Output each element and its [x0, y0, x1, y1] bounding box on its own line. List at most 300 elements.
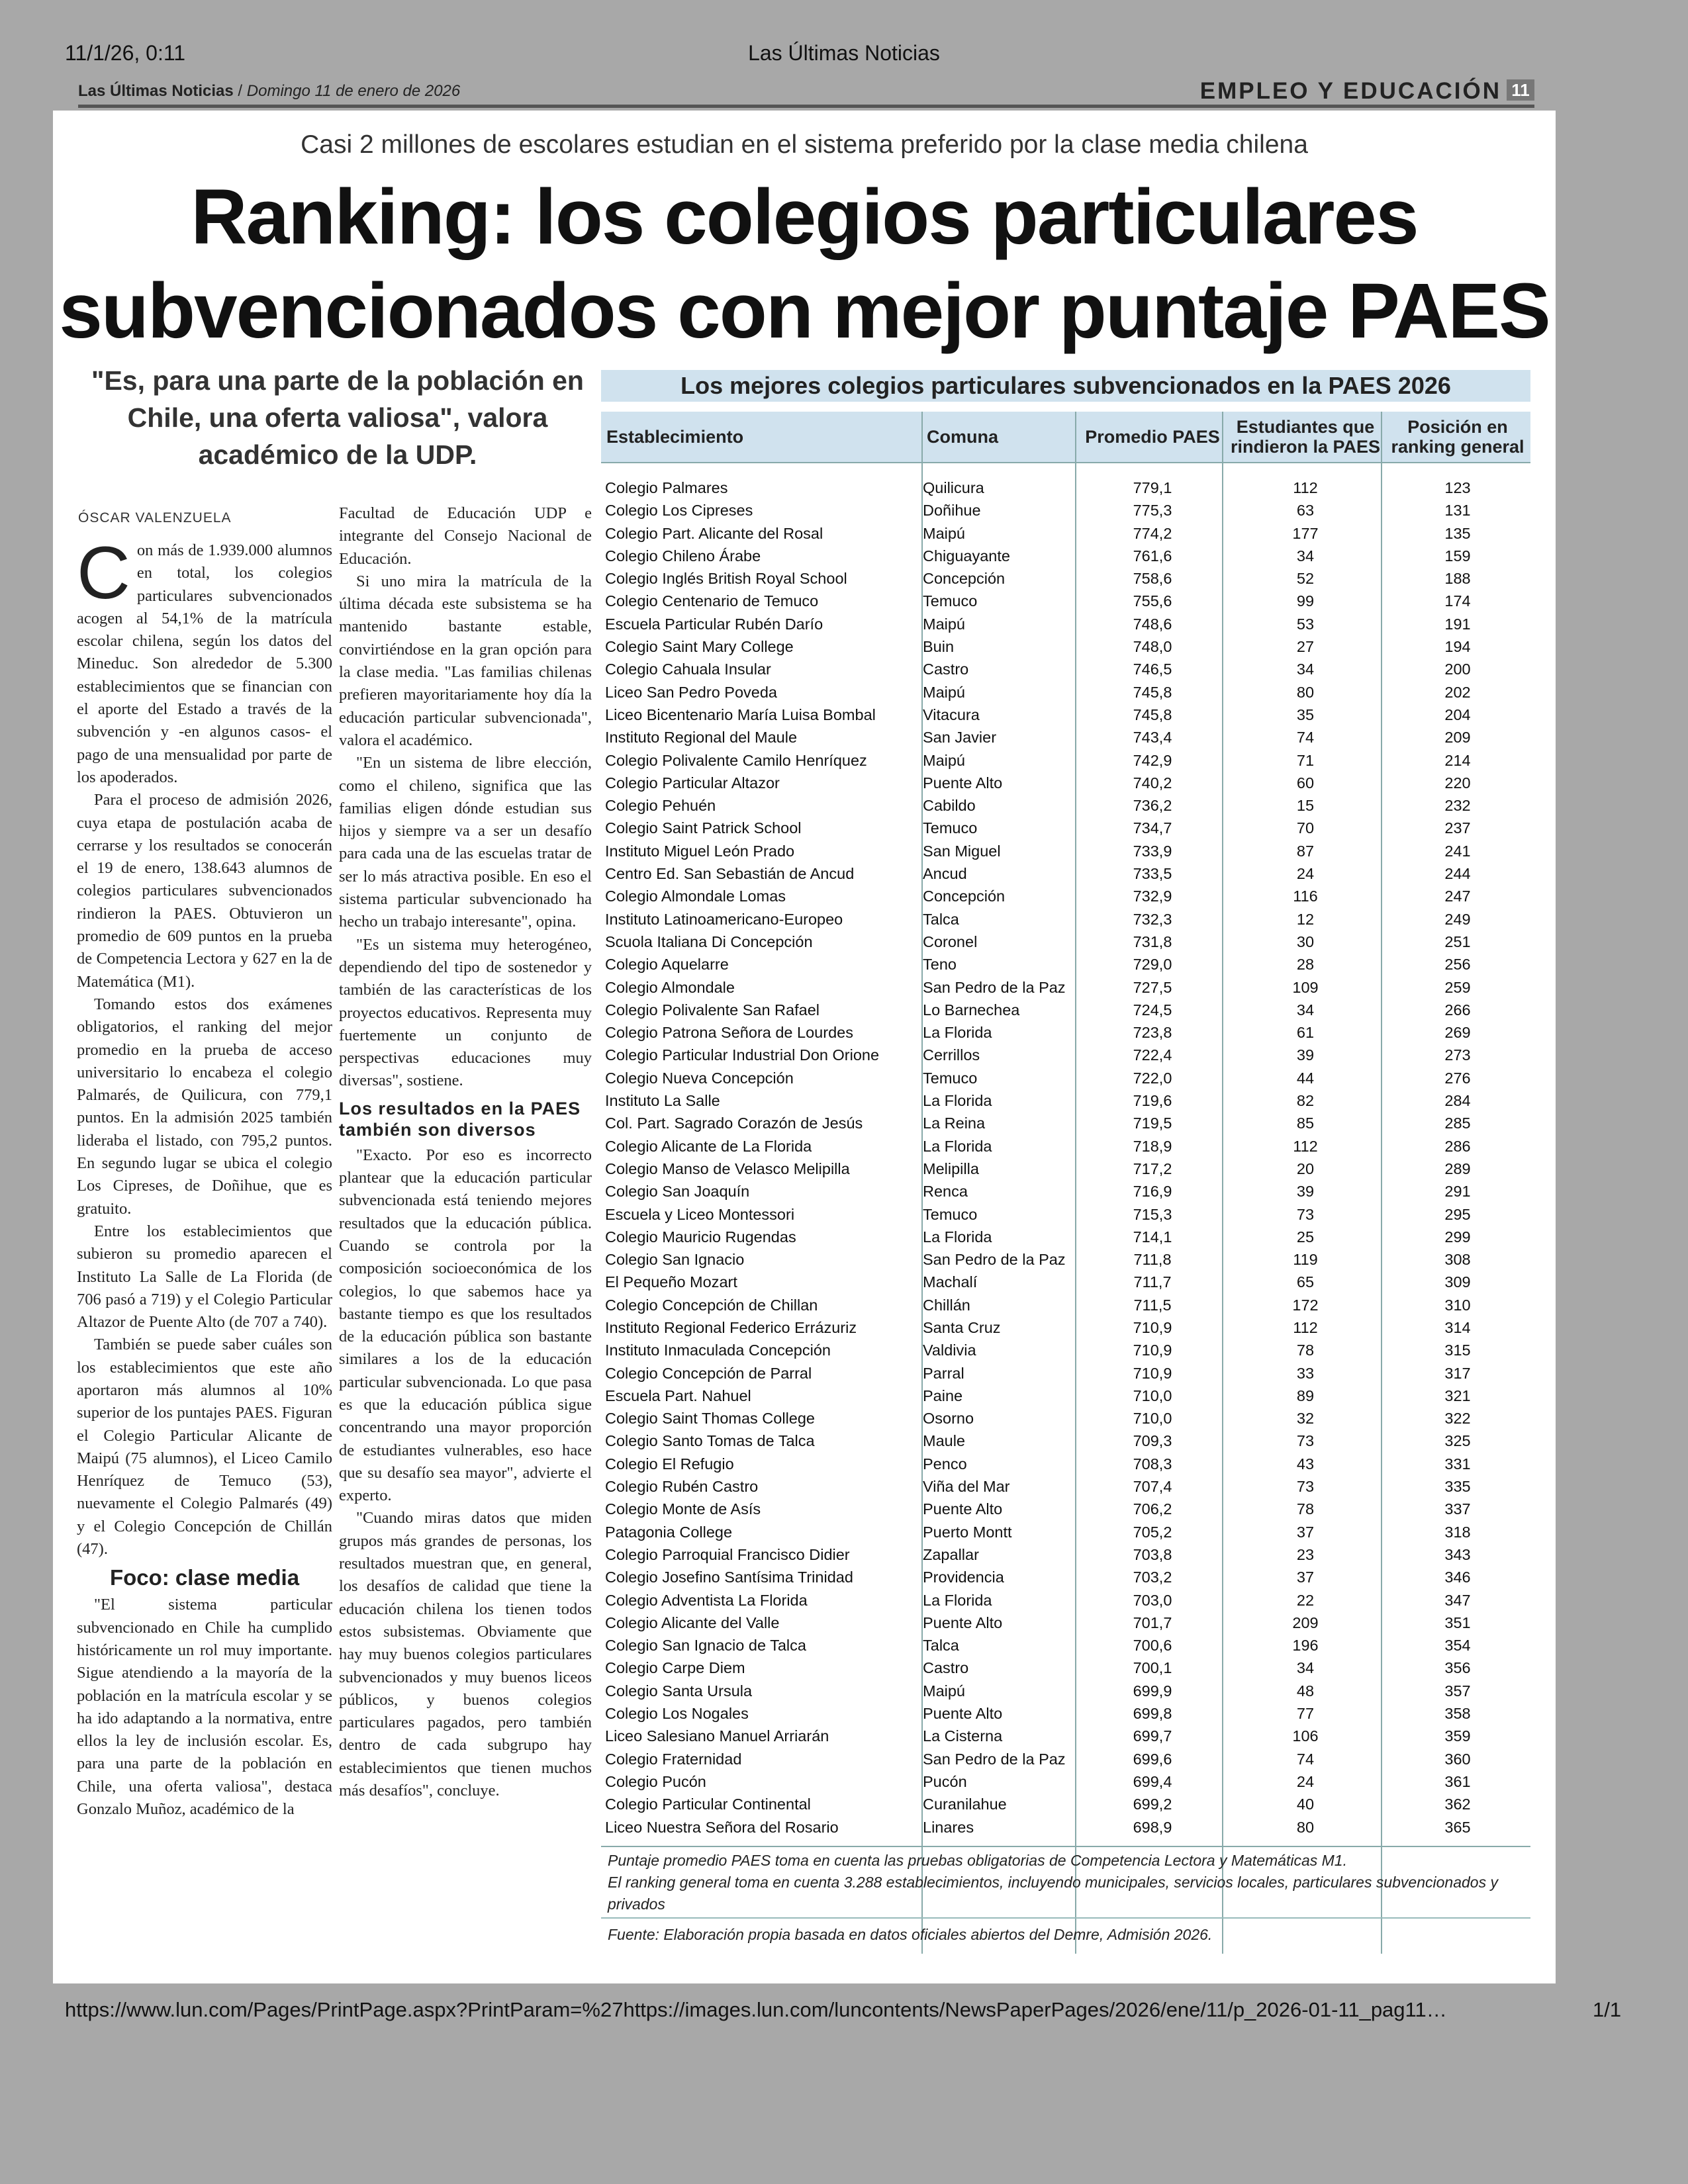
cell-promedio: 706,2 — [1133, 1500, 1172, 1518]
cell-promedio: 717,2 — [1133, 1160, 1172, 1177]
cell-promedio: 703,2 — [1133, 1569, 1172, 1586]
cell-comuna: Castro — [923, 1659, 969, 1677]
cell-estudiantes: 112 — [1293, 479, 1318, 496]
cell-establecimiento: Colegio Saint Mary College — [605, 638, 794, 656]
cell-posicion: 360 — [1444, 1750, 1471, 1768]
cell-posicion: 346 — [1444, 1569, 1471, 1586]
cell-promedio: 711,5 — [1133, 1296, 1172, 1314]
cell-posicion: 308 — [1444, 1251, 1471, 1269]
cell-posicion: 325 — [1444, 1432, 1471, 1450]
cell-comuna: La Cisterna — [923, 1727, 1003, 1745]
cell-comuna: Maipú — [923, 751, 966, 769]
cell-posicion: 286 — [1444, 1137, 1471, 1155]
cell-comuna: Concepción — [923, 570, 1006, 588]
cell-establecimiento: Instituto Miguel León Prado — [605, 842, 795, 860]
cell-posicion: 359 — [1444, 1727, 1471, 1745]
cell-establecimiento: Colegio Patrona Señora de Lourdes — [605, 1024, 853, 1042]
table-row — [601, 885, 1530, 907]
cell-posicion: 273 — [1444, 1046, 1471, 1064]
cell-establecimiento: Instituto Regional Federico Errázuriz — [605, 1318, 857, 1336]
table-row — [601, 522, 1530, 545]
table-row — [601, 1816, 1530, 1839]
cell-comuna: Cabildo — [923, 797, 976, 815]
cell-posicion: 335 — [1444, 1478, 1471, 1496]
cell-posicion: 209 — [1444, 729, 1471, 747]
cell-estudiantes: 24 — [1296, 1772, 1315, 1790]
table-row — [601, 840, 1530, 862]
cell-promedio: 699,6 — [1133, 1750, 1172, 1768]
table-row — [601, 726, 1530, 749]
cell-promedio: 746,5 — [1133, 660, 1172, 678]
print-date: 11/1/26, 0:11 — [65, 41, 186, 65]
table-row — [601, 1634, 1530, 1657]
cell-posicion: 285 — [1444, 1115, 1471, 1132]
table-divider — [601, 1846, 1530, 1847]
cell-estudiantes: 87 — [1296, 842, 1315, 860]
cell-posicion: 135 — [1444, 524, 1471, 542]
cell-estudiantes: 80 — [1296, 683, 1315, 701]
paragraph: Para el proceso de admisión 2026, cuya etapa de postulación acaba de cerrarse y los resultados se conocerán el 19 de enero, 138.643 alumnos de colegios particulares subvencionados rindieron la PAES. Obtuvieron un promedio de 609 puntos en la prueba de Competencia Lectora y 627 en la de Matemática (M1). — [77, 791, 332, 991]
table-row — [601, 613, 1530, 635]
cell-establecimiento: Colegio Particular Altazor — [605, 774, 780, 792]
article-column-1 — [77, 531, 332, 1821]
cell-comuna: Temuco — [923, 1205, 978, 1223]
cell-promedio: 742,9 — [1133, 751, 1172, 769]
cell-posicion: 237 — [1444, 819, 1471, 837]
table-row — [601, 567, 1530, 590]
cell-promedio: 732,3 — [1133, 910, 1172, 928]
cell-posicion: 295 — [1444, 1205, 1471, 1223]
cell-posicion: 131 — [1444, 502, 1471, 520]
table-row — [601, 1612, 1530, 1634]
table-row — [601, 1180, 1530, 1203]
table-row — [601, 1067, 1530, 1089]
cell-establecimiento: Colegio Almondale — [605, 978, 735, 996]
cell-promedio: 775,3 — [1133, 502, 1172, 520]
cell-promedio: 722,4 — [1133, 1046, 1172, 1064]
cell-establecimiento: Colegio Alicante de La Florida — [605, 1137, 812, 1155]
paragraph: "Cuando miras datos que miden grupos más grandes de personas, los resultados muestran que, en general, los desafíos de calidad que tiene la educación chilena los tienen todos estos subsistemas. Obviamente que hay muy buenos colegios particulares subvencionados y muy buenos liceos públicos, y buenos colegios particulares pagados, pero también dentro de cada subgrupo hay establecimientos que tienen muchos más desafíos", concluye. — [339, 1509, 592, 1800]
cell-comuna: San Pedro de la Paz — [923, 1750, 1066, 1768]
cell-comuna: La Reina — [923, 1115, 986, 1132]
cell-comuna: Puente Alto — [923, 1614, 1003, 1631]
cell-establecimiento: Colegio Cahuala Insular — [605, 660, 771, 678]
article-column-2 — [339, 502, 592, 1802]
table-row — [601, 931, 1530, 953]
column-header: Establecimiento — [606, 427, 744, 447]
cell-estudiantes: 73 — [1296, 1432, 1315, 1450]
cell-estudiantes: 74 — [1296, 1750, 1315, 1768]
cell-estudiantes: 20 — [1296, 1160, 1315, 1177]
cell-comuna: Concepción — [923, 887, 1006, 905]
table-row — [601, 908, 1530, 931]
paragraph: Tomando estos dos exámenes obligatorios, el ranking del mejor promedio en la prueba de acceso universitario lo encabeza el colegio Palmarés, de Quilicura, con 779,1 puntos. En la admisión 2025 también lideraba el listado, con 795,2 puntos. En segundo lugar se ubica el colegio Los Cipreses, de Doñihue, que es gratuito. — [77, 995, 332, 1218]
cell-estudiantes: 37 — [1296, 1569, 1315, 1586]
table-row — [601, 1158, 1530, 1180]
cell-promedio: 715,3 — [1133, 1205, 1172, 1223]
cell-posicion: 309 — [1444, 1273, 1471, 1291]
subhead: Foco: clase media — [109, 1565, 300, 1590]
table-row — [601, 704, 1530, 726]
cell-comuna: Parral — [923, 1364, 964, 1382]
table-note: El ranking general toma en cuenta 3.288 establecimientos, incluyendo municipales, servicios locales, particulares subvencionados y privados — [608, 1874, 1498, 1913]
print-page-title: Las Últimas Noticias — [748, 41, 940, 65]
cell-comuna: Puerto Montt — [923, 1523, 1012, 1541]
cell-establecimiento: Colegio Polivalente San Rafael — [605, 1001, 820, 1019]
cell-promedio: 719,6 — [1133, 1092, 1172, 1110]
table-note: Puntaje promedio PAES toma en cuenta las pruebas obligatorias de Competencia Lectora y Matemáticas M1. — [608, 1852, 1347, 1869]
table-row — [601, 1135, 1530, 1158]
cell-comuna: Puente Alto — [923, 1500, 1003, 1518]
cell-comuna: La Florida — [923, 1137, 992, 1155]
cell-estudiantes: 34 — [1296, 1001, 1315, 1019]
cell-promedio: 745,8 — [1133, 683, 1172, 701]
cell-estudiantes: 78 — [1296, 1500, 1315, 1518]
table-row — [601, 658, 1530, 680]
cell-comuna: Osorno — [923, 1410, 974, 1428]
cell-establecimiento: Colegio Monte de Asís — [605, 1500, 761, 1518]
cell-establecimiento: Colegio Pehuén — [605, 797, 716, 815]
cell-posicion: 318 — [1444, 1523, 1471, 1541]
cell-estudiantes: 109 — [1292, 978, 1319, 996]
cell-promedio: 703,0 — [1133, 1591, 1172, 1609]
cell-posicion: 159 — [1444, 547, 1471, 565]
cell-establecimiento: Liceo Bicentenario María Luisa Bombal — [605, 705, 876, 723]
cell-estudiantes: 43 — [1296, 1455, 1315, 1473]
cell-comuna: Penco — [923, 1455, 967, 1473]
cell-promedio: 719,5 — [1133, 1115, 1172, 1132]
cell-promedio: 755,6 — [1133, 592, 1172, 610]
deck: "Es, para una parte de la población en Chile, una oferta valiosa", valora académico de la UDP. — [91, 365, 584, 470]
cell-promedio: 734,7 — [1133, 819, 1172, 837]
cell-promedio: 699,9 — [1133, 1682, 1172, 1700]
cell-comuna: San Pedro de la Paz — [923, 978, 1066, 996]
cell-establecimiento: Colegio Adventista La Florida — [605, 1591, 808, 1609]
cell-posicion: 289 — [1444, 1160, 1471, 1177]
cell-estudiantes: 28 — [1296, 956, 1315, 974]
cell-posicion: 266 — [1444, 1001, 1471, 1019]
cell-estudiantes: 23 — [1296, 1545, 1315, 1563]
cell-posicion: 249 — [1444, 910, 1471, 928]
cell-estudiantes: 48 — [1296, 1682, 1315, 1700]
cell-posicion: 299 — [1444, 1228, 1471, 1246]
cell-posicion: 204 — [1444, 705, 1471, 723]
cell-establecimiento: Colegio Los Cipreses — [605, 502, 753, 520]
cell-posicion: 191 — [1444, 615, 1471, 633]
cell-comuna: Maule — [923, 1432, 966, 1450]
cell-promedio: 774,2 — [1133, 524, 1172, 542]
cell-promedio: 707,4 — [1133, 1478, 1172, 1496]
cell-establecimiento: Colegio Particular Industrial Don Orione — [605, 1046, 880, 1064]
cell-comuna: Renca — [923, 1183, 968, 1201]
cell-promedio: 740,2 — [1133, 774, 1172, 792]
cell-posicion: 256 — [1444, 956, 1471, 974]
cell-posicion: 251 — [1444, 933, 1471, 950]
cell-promedio: 748,0 — [1133, 638, 1172, 656]
table-row — [601, 477, 1530, 499]
cell-establecimiento: Colegio Carpe Diem — [605, 1659, 745, 1677]
cell-establecimiento: Colegio Part. Alicante del Rosal — [605, 524, 823, 542]
paragraph: "El sistema particular subvencionado en Chile ha cumplido históricamente un rol muy importante. Sigue atendiendo a la mayoría de la población en la matrícula escolar y se ha ido adaptando a la normativa, entre ellos la ley de inclusión escolar. Es, para una parte de la población en Chile, una oferta valiosa", destaca Gonzalo Muñoz, académico de la — [77, 1596, 332, 1819]
cell-establecimiento: Colegio Centenario de Temuco — [605, 592, 819, 610]
cell-comuna: Melipilla — [923, 1160, 979, 1177]
cell-comuna: Doñihue — [923, 502, 981, 520]
column-header: Comuna — [927, 427, 998, 447]
cell-posicion: 321 — [1444, 1387, 1471, 1404]
table-row — [601, 1589, 1530, 1612]
cell-establecimiento: Colegio Alicante del Valle — [605, 1614, 780, 1631]
cell-establecimiento: Colegio Santa Ursula — [605, 1682, 753, 1700]
cell-estudiantes: 33 — [1296, 1364, 1315, 1382]
cell-estudiantes: 24 — [1296, 865, 1315, 883]
cell-comuna: Temuco — [923, 819, 978, 837]
cell-comuna: Talca — [923, 910, 959, 928]
cell-establecimiento: Colegio Concepción de Chillan — [605, 1296, 818, 1314]
cell-estudiantes: 116 — [1293, 887, 1318, 905]
kicker: Casi 2 millones de escolares estudian en el sistema preferido por la clase media chilena — [301, 130, 1308, 159]
cell-comuna: La Florida — [923, 1591, 992, 1609]
newspaper-page — [53, 111, 1556, 1983]
paragraph: "Exacto. Por eso es incorrecto plantear que la educación particular subvencionada está teniendo mejores resultados que la educación pública. Cuando se controla por la composición socioeconómica de los colegios, lo que sabemos hace ya bastante tiempo es que los resultados de la educación pública son bastante similares a los de la educación particular subvencionada. Lo que pasa es que la educación pública sigue concentrando una mayor proporción de estudiantes vulnerables, eso hace que su desafío sea mayor", advierte el experto. — [339, 1146, 592, 1505]
cell-estudiantes: 119 — [1293, 1251, 1318, 1269]
cell-posicion: 291 — [1444, 1183, 1471, 1201]
cell-estudiantes: 74 — [1296, 729, 1315, 747]
table-row — [601, 1725, 1530, 1747]
cell-promedio: 722,0 — [1133, 1069, 1172, 1087]
cell-establecimiento: Colegio Nueva Concepción — [605, 1069, 794, 1087]
table-row — [601, 1680, 1530, 1702]
paragraph: "Es un sistema muy heterogéneo, dependiendo del tipo de sostenedor y también de las características de los proyectos educativos. Representa muy fuertemente un conjunto de perspectivas educaciones muy diversas", sostiene. — [339, 935, 592, 1090]
cell-estudiantes: 73 — [1296, 1478, 1315, 1496]
cell-estudiantes: 39 — [1296, 1046, 1315, 1064]
cell-promedio: 710,9 — [1133, 1342, 1172, 1359]
publication-line: Las Últimas Noticias / Domingo 11 de enero de 2026 — [78, 82, 461, 100]
table-row — [601, 976, 1530, 999]
cell-estudiantes: 37 — [1296, 1523, 1315, 1541]
cell-comuna: Cerrillos — [923, 1046, 980, 1064]
cell-promedio: 761,6 — [1133, 547, 1172, 565]
cell-promedio: 699,8 — [1133, 1705, 1172, 1723]
cell-comuna: La Florida — [923, 1024, 992, 1042]
publication-name: Las Últimas Noticias — [78, 82, 234, 100]
cell-establecimiento: Colegio Concepción de Parral — [605, 1364, 812, 1382]
cell-establecimiento: Colegio El Refugio — [605, 1455, 734, 1473]
subhead: Los resultados en la PAES también son diversos — [339, 1098, 581, 1140]
cell-establecimiento: Escuela y Liceo Montessori — [605, 1205, 795, 1223]
page-number: 11 — [1507, 79, 1534, 101]
cell-estudiantes: 34 — [1296, 1659, 1315, 1677]
table-row — [601, 1362, 1530, 1385]
cell-posicion: 214 — [1444, 751, 1471, 769]
cell-comuna: Viña del Mar — [923, 1478, 1010, 1496]
cell-comuna: Zapallar — [923, 1545, 979, 1563]
cell-posicion: 276 — [1444, 1069, 1471, 1087]
cell-comuna: Maipú — [923, 615, 966, 633]
cell-promedio: 710,0 — [1133, 1387, 1172, 1404]
cell-estudiantes: 32 — [1296, 1410, 1315, 1428]
cell-estudiantes: 34 — [1296, 547, 1315, 565]
byline: ÓSCAR VALENZUELA — [78, 510, 232, 525]
print-page-count: 1/1 — [1593, 1998, 1622, 2021]
paragraph: Facultad de Educación UDP e integrante del Consejo Nacional de Educación. — [339, 504, 592, 568]
cell-estudiantes: 44 — [1296, 1069, 1315, 1087]
cell-posicion: 232 — [1444, 797, 1471, 815]
cell-estudiantes: 77 — [1296, 1705, 1315, 1723]
cell-posicion: 317 — [1444, 1364, 1471, 1382]
cell-posicion: 202 — [1444, 683, 1471, 701]
cell-estudiantes: 25 — [1296, 1228, 1315, 1246]
cell-establecimiento: Colegio San Joaquín — [605, 1183, 750, 1201]
cell-establecimiento: Instituto Latinoamericano-Europeo — [605, 910, 843, 928]
cell-promedio: 698,9 — [1133, 1818, 1172, 1836]
cell-posicion: 322 — [1444, 1410, 1471, 1428]
cell-establecimiento: Colegio Pucón — [605, 1772, 706, 1790]
cell-establecimiento: Scuola Italiana Di Concepción — [605, 933, 813, 950]
cell-estudiantes: 99 — [1296, 592, 1315, 610]
table-row — [601, 635, 1530, 658]
cell-estudiantes: 63 — [1296, 502, 1315, 520]
cell-estudiantes: 177 — [1292, 524, 1319, 542]
cell-promedio: 733,5 — [1133, 865, 1172, 883]
cell-posicion: 200 — [1444, 660, 1471, 678]
table-row — [601, 1294, 1530, 1316]
cell-promedio: 699,7 — [1133, 1727, 1172, 1745]
cell-posicion: 358 — [1444, 1705, 1471, 1723]
cell-promedio: 731,8 — [1133, 933, 1172, 950]
table-row — [601, 1271, 1530, 1293]
cell-comuna: Buin — [923, 638, 955, 656]
cell-comuna: Vitacura — [923, 705, 980, 723]
table-row — [601, 1112, 1530, 1134]
cell-comuna: Paine — [923, 1387, 963, 1404]
cell-establecimiento: Colegio Inglés British Royal School — [605, 570, 847, 588]
paragraph: Si uno mira la matrícula de la última década este subsistema se ha mantenido bastante estable, convirtiéndose en la gran opción para la clase media. "Las familias chilenas prefieren mayoritariamente hoy día la educación particular subvencionada", valora el académico. — [339, 572, 592, 749]
cell-comuna: Puente Alto — [923, 1705, 1003, 1723]
cell-promedio: 699,2 — [1133, 1796, 1172, 1813]
cell-posicion: 241 — [1444, 842, 1471, 860]
cell-comuna: Chiguayante — [923, 547, 1010, 565]
table-row — [601, 499, 1530, 522]
cell-posicion: 343 — [1444, 1545, 1471, 1563]
cell-posicion: 244 — [1444, 865, 1471, 883]
cell-promedio: 729,0 — [1133, 956, 1172, 974]
cell-promedio: 718,9 — [1133, 1137, 1172, 1155]
cell-promedio: 710,9 — [1133, 1364, 1172, 1382]
cell-promedio: 711,8 — [1133, 1251, 1172, 1269]
cell-establecimiento: Liceo Nuestra Señora del Rosario — [605, 1818, 839, 1836]
cell-establecimiento: Colegio Chileno Árabe — [605, 547, 761, 565]
cell-promedio: 723,8 — [1133, 1024, 1172, 1042]
cell-estudiantes: 53 — [1296, 615, 1315, 633]
table-row — [601, 1044, 1530, 1066]
cell-establecimiento: Colegio Rubén Castro — [605, 1478, 759, 1496]
cell-estudiantes: 78 — [1296, 1342, 1315, 1359]
table-row — [601, 1748, 1530, 1770]
cell-estudiantes: 85 — [1296, 1115, 1315, 1132]
cell-establecimiento: Colegio Los Nogales — [605, 1705, 749, 1723]
cell-posicion: 315 — [1444, 1342, 1471, 1359]
cell-comuna: Maipú — [923, 683, 966, 701]
table-source: Fuente: Elaboración propia basada en datos oficiales abiertos del Demre, Admisión 2026. — [608, 1926, 1213, 1943]
column-header: Promedio PAES — [1085, 427, 1220, 447]
cell-comuna: Machalí — [923, 1273, 978, 1291]
table-row — [601, 999, 1530, 1021]
cell-promedio: 727,5 — [1133, 978, 1172, 996]
cell-estudiantes: 60 — [1296, 774, 1315, 792]
cell-promedio: 705,2 — [1133, 1523, 1172, 1541]
table-row — [601, 794, 1530, 817]
table-body — [601, 477, 1530, 1839]
cell-estudiantes: 27 — [1296, 638, 1315, 656]
cell-comuna: Lo Barnechea — [923, 1001, 1020, 1019]
cell-establecimiento: Instituto Inmaculada Concepción — [605, 1342, 831, 1359]
table-row — [601, 1498, 1530, 1520]
cell-promedio: 711,7 — [1133, 1273, 1172, 1291]
cell-establecimiento: Colegio Parroquial Francisco Didier — [605, 1545, 850, 1563]
cell-posicion: 356 — [1444, 1659, 1471, 1677]
cell-promedio: 710,0 — [1133, 1410, 1172, 1428]
paragraph: Con más de 1.939.000 alumnos en total, los colegios particulares subvencionados acogen al 54,1% de la matrícula escolar chilena, según los datos del Mineduc. Son alrededor de 5.300 establecimientos que se financian con el aporte del Estado a través de la subvención y -en algunos casos- el pago de una mensualidad por parte de los apoderados. — [77, 531, 332, 786]
cell-establecimiento: Colegio Manso de Velasco Melipilla — [605, 1160, 850, 1177]
cell-comuna: Quilicura — [923, 479, 984, 496]
table-row — [601, 1385, 1530, 1407]
cell-posicion: 259 — [1444, 978, 1471, 996]
cell-posicion: 123 — [1444, 479, 1471, 496]
cell-establecimiento: Colegio Josefino Santísima Trinidad — [605, 1569, 853, 1586]
cell-posicion: 365 — [1444, 1818, 1471, 1836]
cell-posicion: 269 — [1444, 1024, 1471, 1042]
cell-comuna: San Miguel — [923, 842, 1001, 860]
table-row — [601, 545, 1530, 567]
cell-estudiantes: 82 — [1296, 1092, 1315, 1110]
print-url: https://www.lun.com/Pages/PrintPage.aspx?PrintParam=%27https://images.lun.com/luncontents/NewsPaperPages/2026/ene/11/p_2026-01-11_pag11… — [65, 1998, 1447, 2021]
table-row — [601, 1475, 1530, 1498]
cell-establecimiento: Colegio Saint Patrick School — [605, 819, 802, 837]
table-row — [601, 1407, 1530, 1430]
paragraph: Entre los establecimientos que subieron su promedio aparecen el Instituto La Salle de La Florida (de 706 pasó a 719) y el Colegio Particular Altazor de Puente Alto (de 707 a 740). — [77, 1222, 332, 1332]
cell-posicion: 188 — [1444, 570, 1471, 588]
cell-posicion: 310 — [1444, 1296, 1471, 1314]
table-row — [601, 681, 1530, 704]
cell-comuna: La Florida — [923, 1228, 992, 1246]
cell-estudiantes: 80 — [1296, 1818, 1315, 1836]
cell-establecimiento: Colegio Santo Tomas de Talca — [605, 1432, 815, 1450]
cell-comuna: Ancud — [923, 865, 967, 883]
cell-estudiantes: 112 — [1293, 1137, 1318, 1155]
table-row — [601, 862, 1530, 885]
cell-comuna: Valdivia — [923, 1342, 976, 1359]
cell-promedio: 716,9 — [1133, 1183, 1172, 1201]
cell-estudiantes: 172 — [1292, 1296, 1319, 1314]
cell-establecimiento: Centro Ed. San Sebastián de Ancud — [605, 865, 855, 883]
table-row — [601, 1453, 1530, 1475]
cell-establecimiento: Colegio Mauricio Rugendas — [605, 1228, 796, 1246]
cell-comuna: Temuco — [923, 592, 978, 610]
cell-comuna: Puente Alto — [923, 774, 1003, 792]
publication-date: Domingo 11 de enero de 2026 — [246, 82, 461, 100]
cell-promedio: 732,9 — [1133, 887, 1172, 905]
cell-estudiantes: 73 — [1296, 1205, 1315, 1223]
cell-establecimiento: Colegio Fraternidad — [605, 1750, 742, 1768]
cell-comuna: Coronel — [923, 933, 978, 950]
cell-estudiantes: 15 — [1296, 797, 1315, 815]
cell-promedio: 779,1 — [1133, 479, 1172, 496]
cell-estudiantes: 65 — [1296, 1273, 1315, 1291]
cell-establecimiento: Colegio Palmares — [605, 479, 728, 496]
cell-promedio: 758,6 — [1133, 570, 1172, 588]
cell-estudiantes: 40 — [1296, 1796, 1315, 1813]
cell-establecimiento: Col. Part. Sagrado Corazón de Jesús — [605, 1115, 863, 1132]
